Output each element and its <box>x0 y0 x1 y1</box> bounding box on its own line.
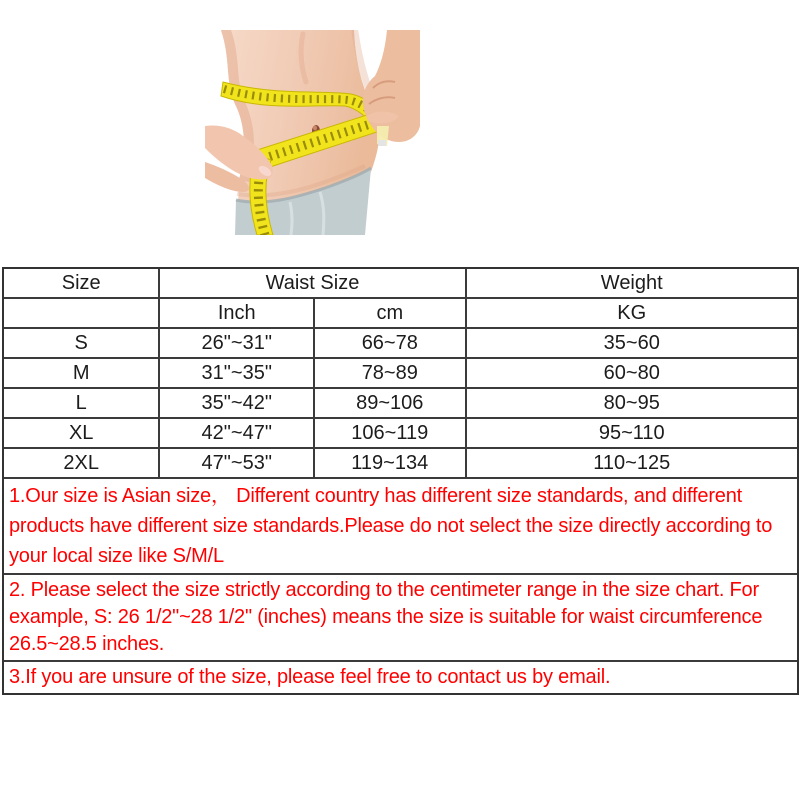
header-size: Size <box>4 269 159 298</box>
cell-cm: 66~78 <box>314 328 465 358</box>
cell-cm: 89~106 <box>314 388 465 418</box>
size-chart-table <box>4 269 797 479</box>
table-row-2xl <box>4 448 797 478</box>
cell-cm: 106~119 <box>314 418 465 448</box>
note-line: 3.If you are unsure of the size, please feel free to contact us by email. <box>9 666 611 688</box>
unit-row <box>4 298 797 328</box>
note-line: example, S: 26 1/2"~28 1/2" (inches) means the size is suitable for waist circumference <box>9 606 763 628</box>
note-centimeter-range <box>4 573 797 660</box>
note-line: 26.5~28.5 inches. <box>9 633 165 655</box>
waist-measurement-illustration <box>205 30 420 235</box>
cell-kg: 60~80 <box>466 358 798 388</box>
note-line: products have different size standards.Please do not select the size directly according to <box>9 515 773 537</box>
header-row <box>4 269 797 298</box>
cell-kg: 110~125 <box>466 448 798 478</box>
header-weight: Weight <box>466 269 798 298</box>
table-row-m <box>4 358 797 388</box>
header-waist-size: Waist Size <box>159 269 465 298</box>
cell-size: XL <box>4 418 159 448</box>
table-row-s <box>4 328 797 358</box>
unit-inch: Inch <box>159 298 314 328</box>
cell-kg: 95~110 <box>466 418 798 448</box>
cell-cm: 78~89 <box>314 358 465 388</box>
cell-kg: 80~95 <box>466 388 798 418</box>
cell-size: M <box>4 358 159 388</box>
cell-kg: 35~60 <box>466 328 798 358</box>
note-line: 1.Our size is Asian size， Different country has different size standards, and different <box>9 485 742 507</box>
cell-size: 2XL <box>4 448 159 478</box>
size-chart-panel <box>2 267 799 695</box>
cell-inch: 31"~35" <box>159 358 314 388</box>
note-contact-email <box>4 660 797 693</box>
note-line: 2. Please select the size strictly according to the centimeter range in the size chart. For <box>9 579 759 601</box>
note-asian-size <box>4 479 797 573</box>
cell-inch: 26"~31" <box>159 328 314 358</box>
cell-inch: 42"~47" <box>159 418 314 448</box>
cell-cm: 119~134 <box>314 448 465 478</box>
right-hand <box>363 30 420 142</box>
table-row-xl <box>4 418 797 448</box>
cell-size: S <box>4 328 159 358</box>
navel-highlight <box>313 126 317 131</box>
tape-metal-tip <box>378 140 386 146</box>
cell-inch: 35"~42" <box>159 388 314 418</box>
waist-measurement-photo <box>205 30 420 235</box>
unit-cm: cm <box>314 298 465 328</box>
unit-empty-cell <box>4 298 159 328</box>
unit-kg: KG <box>466 298 798 328</box>
sizing-notes <box>4 479 797 693</box>
cell-size: L <box>4 388 159 418</box>
note-line: your local size like S/M/L <box>9 545 224 567</box>
cell-inch: 47"~53" <box>159 448 314 478</box>
table-row-l <box>4 388 797 418</box>
